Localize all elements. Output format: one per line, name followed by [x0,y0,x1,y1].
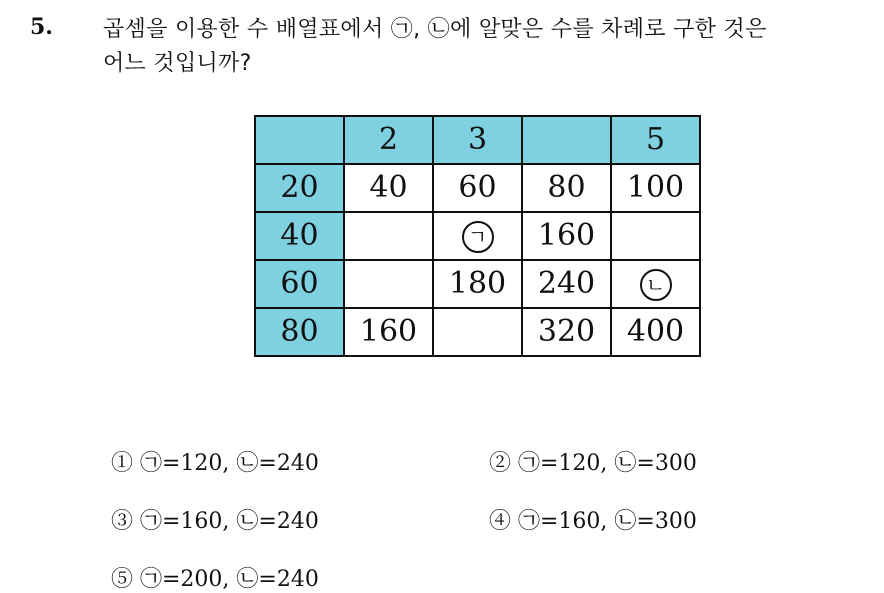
header-cell: 2 [344,116,433,164]
question-line-1: 곱셈을 이용한 수 배열표에서 ㉠, ㉡에 알맞은 수를 차례로 구한 것은 [103,17,767,42]
table-cell: 60 [433,164,522,212]
choice-1[interactable]: ① ㉠=120, ㉡=240 [111,451,319,476]
circled-letter-marker: ㄱ [462,221,494,253]
table-cell: 240 [522,260,611,308]
multiplication-table [254,115,701,357]
table-cell: 180 [433,260,522,308]
choice-4[interactable]: ④ ㉠=160, ㉡=300 [489,509,697,534]
marker-cell [611,260,700,308]
table-row [255,116,700,164]
header-cell [522,116,611,164]
table-row [255,164,700,212]
table-row [255,260,700,308]
table-row [255,212,700,260]
table-cell: 100 [611,164,700,212]
circled-letter-marker: ㄴ [640,269,672,301]
header-cell: 5 [611,116,700,164]
table-cell: 320 [522,308,611,356]
header-cell: 40 [255,212,344,260]
table-cell: 400 [611,308,700,356]
question-number: 5. [30,14,53,40]
header-cell [255,116,344,164]
header-cell: 60 [255,260,344,308]
table-cell: 160 [344,308,433,356]
table-cell [344,212,433,260]
header-cell: 3 [433,116,522,164]
question-line-2: 어느 것입니까? [103,51,252,76]
marker-cell [433,212,522,260]
table-cell [433,308,522,356]
choice-3[interactable]: ③ ㉠=160, ㉡=240 [111,509,319,534]
table-cell [611,212,700,260]
choice-2[interactable]: ② ㉠=120, ㉡=300 [489,451,697,476]
table-cell [344,260,433,308]
table-cell: 40 [344,164,433,212]
header-cell: 80 [255,308,344,356]
question-text [103,13,873,81]
table-cell: 80 [522,164,611,212]
table-cell: 160 [522,212,611,260]
header-cell: 20 [255,164,344,212]
table-row [255,308,700,356]
choice-5[interactable]: ⑤ ㉠=200, ㉡=240 [111,567,319,592]
